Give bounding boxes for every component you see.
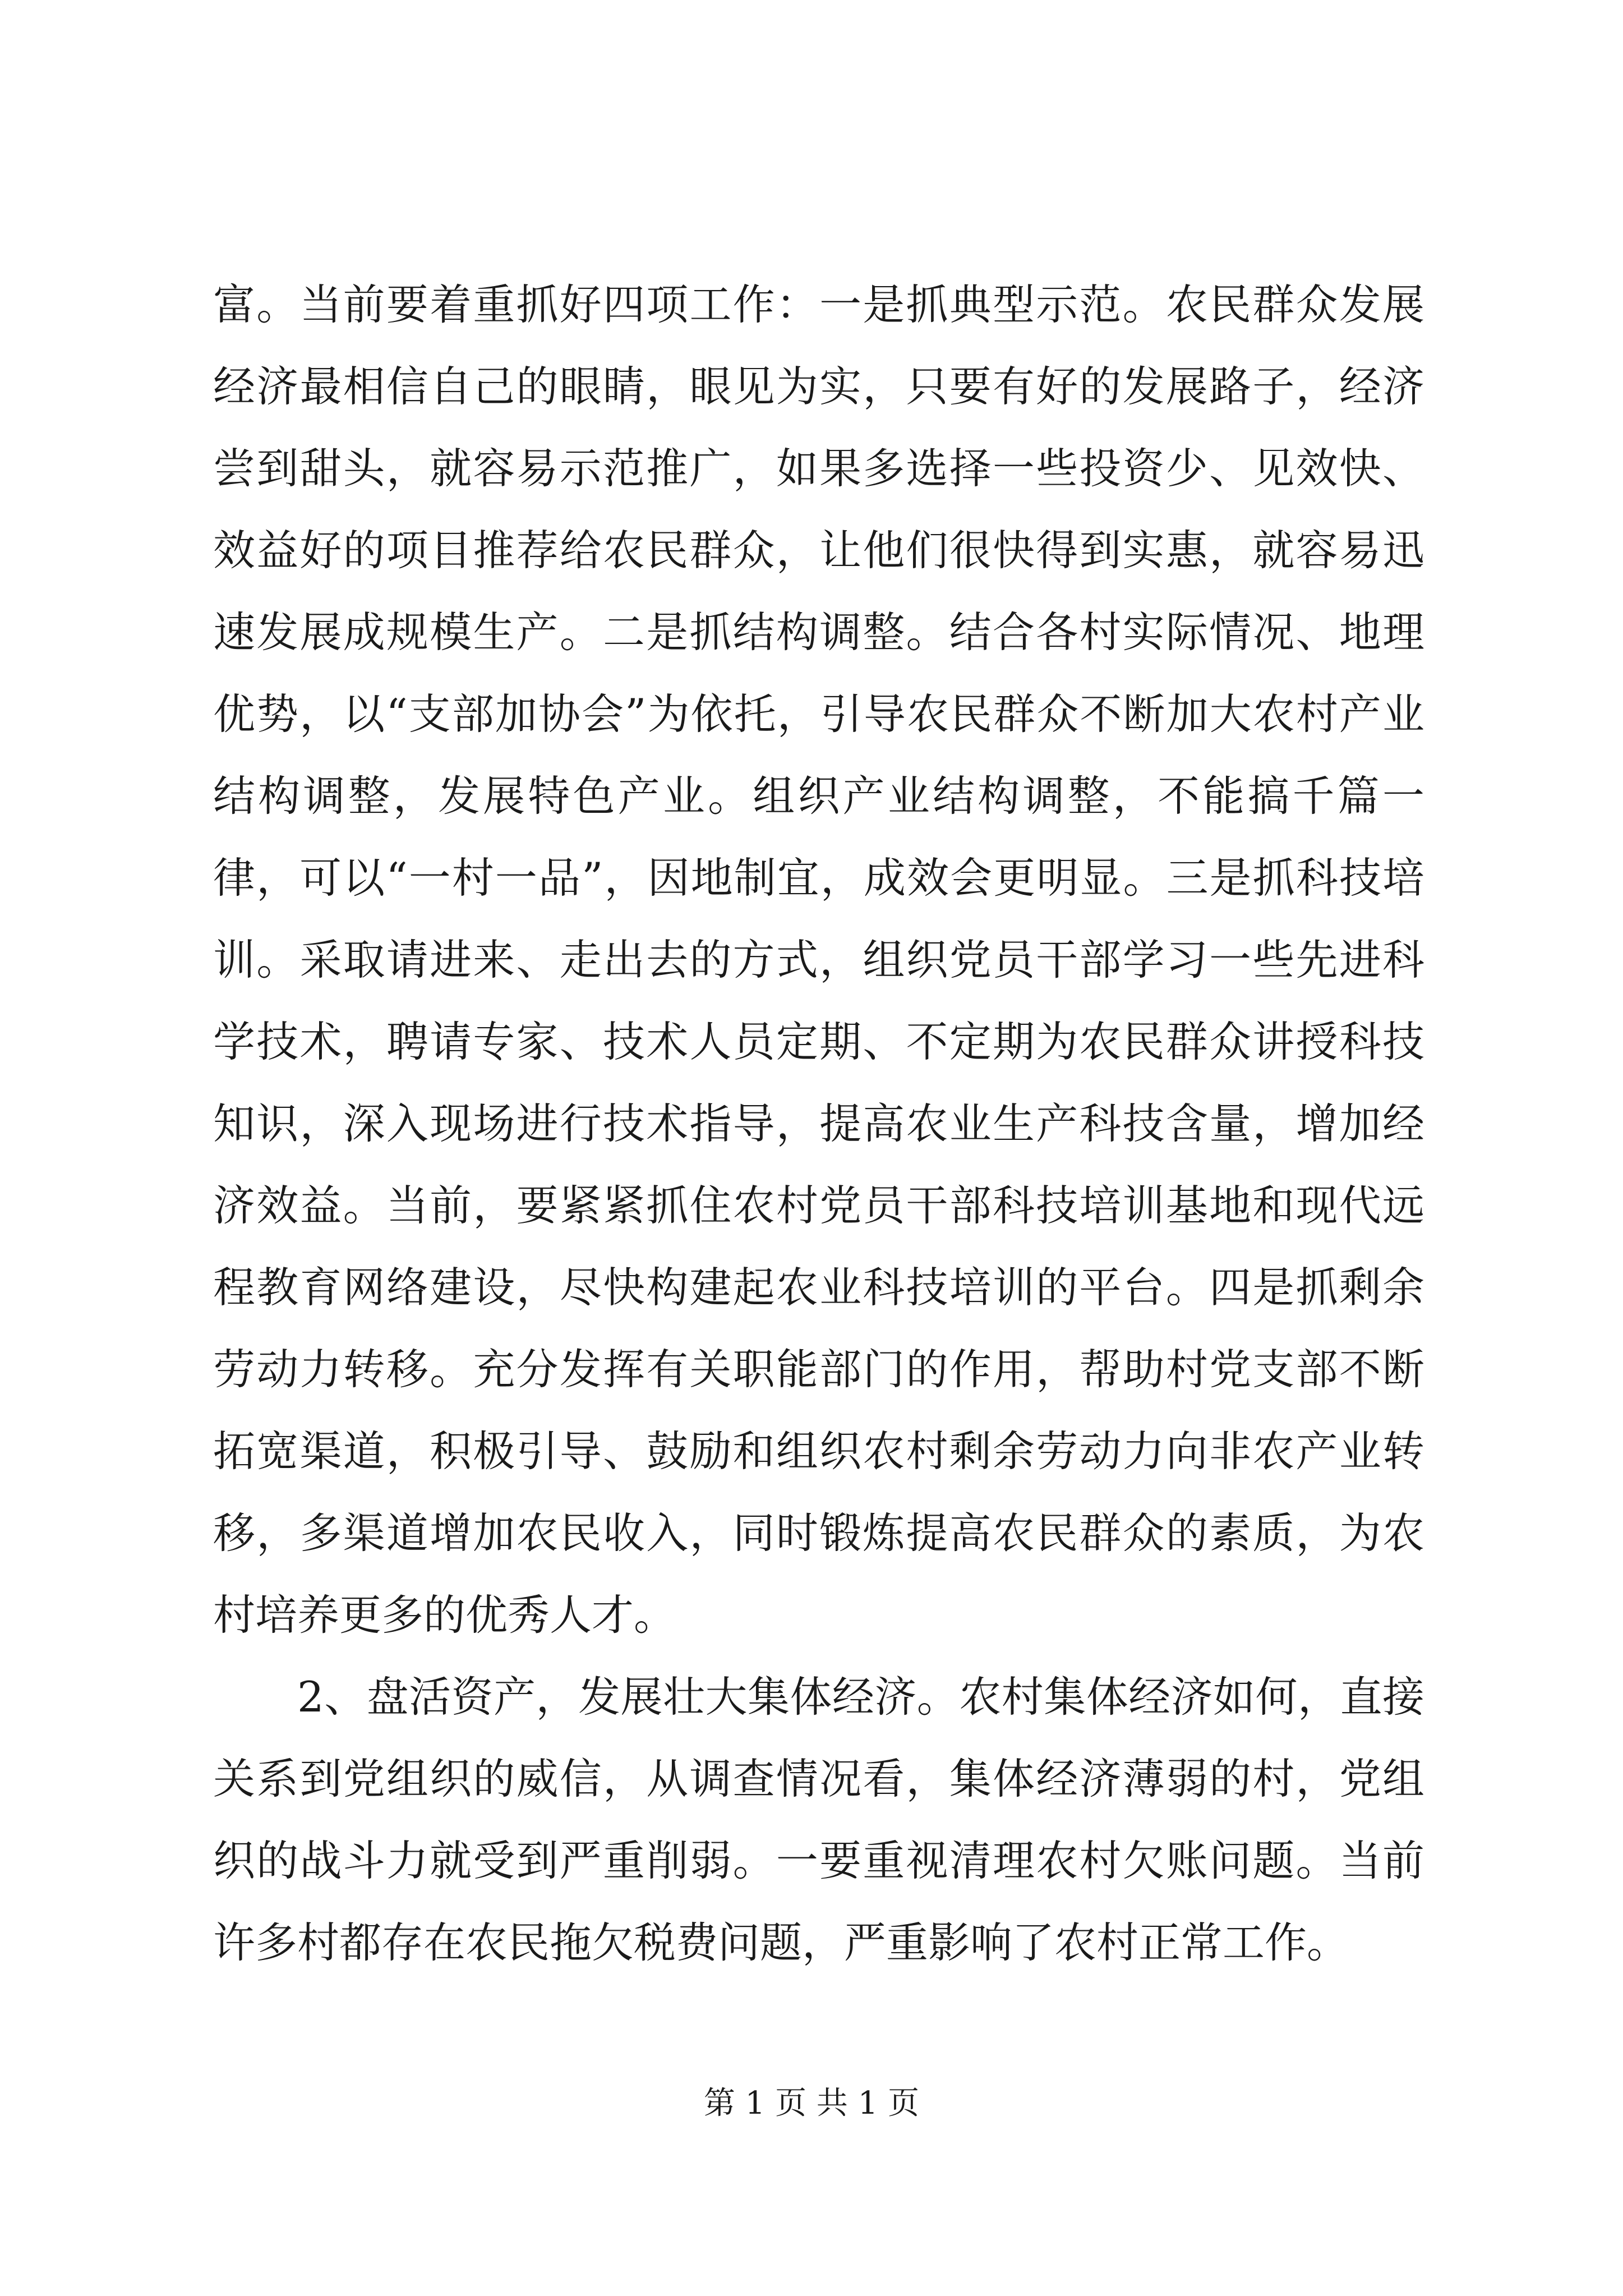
page-footer: 第 1 页 共 1 页	[703, 2085, 920, 2122]
paragraph-item-2: 2、盘活资产，发展壮大集体经济。农村集体经济如何，直接关系到党组织的威信，从调查情况看，集体经济薄弱的村，党组织的战斗力就受到严重削弱。一要重视清理农村欠账问题。当前许多村都存在农民拖欠税费问题，严重影响了农村正常工作。	[213, 1672, 1424, 1967]
paragraph-continued: 富。当前要着重抓好四项工作：一是抓典型示范。农民群众发展经济最相信自己的眼睛，眼见为实，只要有好的发展路子，经济尝到甜头，就容易示范推广，如果多选择一些投资少、见效快、效益好的项目推荐给农民群众，让他们很快得到实惠，就容易迅速发展成规模生产。二是抓结构调整。结合各村实际情况、地理优势，以“支部加协会”为依托，引导农民群众不断加大农村产业结构调整，发展特色产业。组织产业结构调整，不能搞千篇一律，可以“一村一品”，因地制宜，成效会更明显。三是抓科技培训。采取请进来、走出去的方式，组织党员干部学习一些先进科学技术，聘请专家、技术人员定期、不定期为农民群众讲授科技知识，深入现场进行技术指导，提高农业生产科技含量，增加经济效益。当前，要紧紧抓住农村党员干部科技培训基地和现代远程教育网络建设，尽快构建起农业科技培训的平台。四是抓剩余劳动力转移。充分发挥有关职能部门的作用，帮助村党支部不断拓宽渠道，积极引导、鼓励和组织农村剩余劳动力向非农产业转移，多渠道增加农民收入，同时锻炼提高农民群众的素质，为农村培养更多的优秀人才。	[213, 280, 1424, 1640]
document-body	[213, 264, 1424, 1984]
